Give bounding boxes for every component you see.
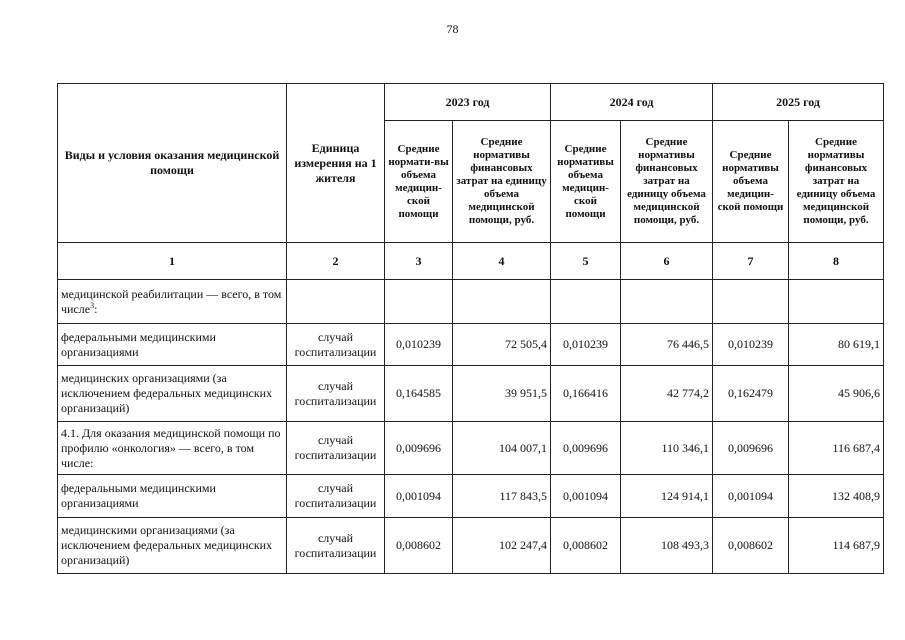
cell-2023-cost: 39 951,5	[453, 366, 551, 422]
cell-2025-volume: 0,008602	[713, 518, 789, 574]
cell-2023-volume: 0,008602	[385, 518, 453, 574]
cell-2024-cost: 42 774,2	[621, 366, 713, 422]
cell-2024-volume: 0,008602	[551, 518, 621, 574]
header-care-type: Виды и условия оказания медицинской помощи	[58, 84, 287, 243]
cell-2025-cost	[789, 280, 884, 324]
cell-2023-volume: 0,001094	[385, 475, 453, 518]
row-name: федеральными медицинскими организациями	[58, 324, 287, 366]
cell-2025-volume: 0,010239	[713, 324, 789, 366]
header-year-2024: 2024 год	[551, 84, 713, 121]
row-name: федеральными медицинскими организациями	[58, 475, 287, 518]
row-unit: случай госпитализации	[287, 366, 385, 422]
cell-2023-volume: 0,009696	[385, 422, 453, 475]
cell-2025-cost: 114 687,9	[789, 518, 884, 574]
cell-2023-volume: 0,164585	[385, 366, 453, 422]
row-unit: случай госпитализации	[287, 518, 385, 574]
row-name: медицинскими организациями (за исключением федеральных медицинских организаций)	[58, 518, 287, 574]
cell-2024-volume: 0,010239	[551, 324, 621, 366]
table-row	[58, 324, 884, 366]
footnote-ref: 3	[90, 300, 95, 310]
cell-2024-volume: 0,009696	[551, 422, 621, 475]
cell-2024-cost: 110 346,1	[621, 422, 713, 475]
table-row	[58, 518, 884, 574]
row-unit: случай госпитализации	[287, 475, 385, 518]
cell-2025-volume	[713, 280, 789, 324]
column-number: 4	[453, 243, 551, 280]
cell-2024-volume: 0,001094	[551, 475, 621, 518]
column-number: 2	[287, 243, 385, 280]
cell-2024-volume: 0,166416	[551, 366, 621, 422]
column-number: 5	[551, 243, 621, 280]
header-unit: Единица измерения на 1 жителя	[287, 84, 385, 243]
cell-2025-volume: 0,001094	[713, 475, 789, 518]
header-2023-cost: Средние нормативы финансовых затрат на единицу объема медицинской помощи, руб.	[453, 121, 551, 243]
row-name: 4.1. Для оказания медицинской помощи по профилю «онкология» — всего, в том числе:	[58, 422, 287, 475]
cell-2023-volume	[385, 280, 453, 324]
cell-2023-cost: 117 843,5	[453, 475, 551, 518]
cell-2024-cost: 108 493,3	[621, 518, 713, 574]
normatives-table	[57, 83, 884, 574]
header-2024-cost: Средние нормативы финансовых затрат на единицу объема медицинской помощи, руб.	[621, 121, 713, 243]
cell-2025-cost: 45 906,6	[789, 366, 884, 422]
cell-2024-cost	[621, 280, 713, 324]
table-row	[58, 475, 884, 518]
table-row	[58, 422, 884, 475]
header-year-2023: 2023 год	[385, 84, 551, 121]
cell-2023-cost	[453, 280, 551, 324]
cell-2025-volume: 0,162479	[713, 366, 789, 422]
column-number: 7	[713, 243, 789, 280]
cell-2025-cost: 116 687,4	[789, 422, 884, 475]
header-2025-volume: Средние нормативы объема медицин-ской помощи	[713, 121, 789, 243]
row-name	[58, 280, 287, 324]
table-row	[58, 280, 884, 324]
header-year-2025: 2025 год	[713, 84, 884, 121]
page-number: 78	[446, 22, 459, 36]
header-2024-volume: Средние нормативы объема медицин-ской помощи	[551, 121, 621, 243]
row-unit	[287, 280, 385, 324]
column-number: 3	[385, 243, 453, 280]
cell-2024-cost: 124 914,1	[621, 475, 713, 518]
cell-2023-volume: 0,010239	[385, 324, 453, 366]
cell-2023-cost: 104 007,1	[453, 422, 551, 475]
row-unit: случай госпитализации	[287, 422, 385, 475]
header-2025-cost: Средние нормативы финансовых затрат на единицу объема медицинской помощи, руб.	[789, 121, 884, 243]
cell-2025-volume: 0,009696	[713, 422, 789, 475]
cell-2025-cost: 80 619,1	[789, 324, 884, 366]
row-name-tail: :	[94, 301, 98, 316]
cell-2024-cost: 76 446,5	[621, 324, 713, 366]
cell-2023-cost: 102 247,4	[453, 518, 551, 574]
row-name-text: медицинской реабилитации — всего, в том числе	[61, 286, 282, 316]
cell-2023-cost: 72 505,4	[453, 324, 551, 366]
table-row	[58, 366, 884, 422]
cell-2024-volume	[551, 280, 621, 324]
column-number: 1	[58, 243, 287, 280]
row-name: медицинских организациями (за исключением федеральных медицинских организаций)	[58, 366, 287, 422]
column-number: 8	[789, 243, 884, 280]
row-unit: случай госпитализации	[287, 324, 385, 366]
cell-2025-cost: 132 408,9	[789, 475, 884, 518]
column-number: 6	[621, 243, 713, 280]
header-2023-volume: Средние нормати-вы объема медицин-ской помощи	[385, 121, 453, 243]
